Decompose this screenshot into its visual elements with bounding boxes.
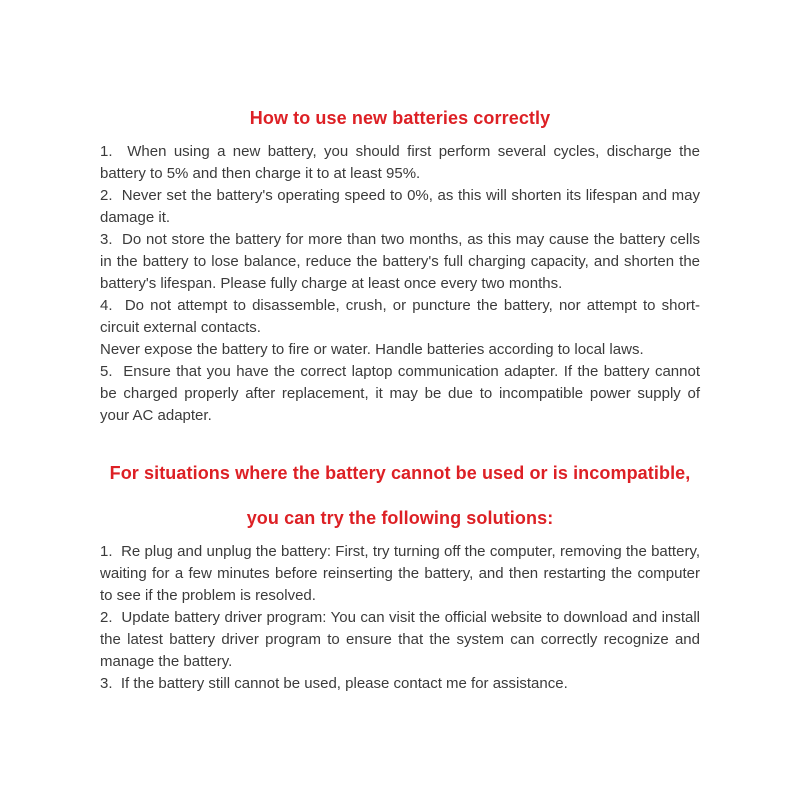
section2-heading-line2: you can try the following solutions: bbox=[246, 508, 554, 528]
instruction-item: 4. Do not attempt to disassemble, crush, or puncture the battery, nor attempt to short-circuit external contacts. bbox=[100, 297, 700, 336]
instruction-item: 5. Ensure that you have the correct laptop communication adapter. If the battery cannot be charged properly after replacement, it may be due to incompatible power supply of your AC adapter. bbox=[100, 363, 700, 424]
solution-item: 2. Update battery driver program: You can visit the official website to download and install the latest battery driver program to ensure that the system can correctly recognize and manage the battery. bbox=[100, 609, 700, 670]
section1-heading: How to use new batteries correctly bbox=[249, 108, 551, 128]
solution-item: 1. Re plug and unplug the battery: First, try turning off the computer, removing the battery, waiting for a few minutes before reinserting the battery, and then restarting the computer to see if the problem is resolved. bbox=[100, 543, 700, 604]
section2-heading-line1: For situations where the battery cannot be used or is incompatible, bbox=[109, 463, 691, 483]
instruction-item: 2. Never set the battery's operating speed to 0%, as this will shorten its lifespan and may damage it. bbox=[100, 187, 700, 226]
section1-instructions bbox=[100, 141, 700, 427]
instruction-item: 1. When using a new battery, you should first perform several cycles, discharge the battery to 5% and then charge it to at least 95%. bbox=[100, 143, 700, 182]
solution-item: 3. If the battery still cannot be used, please contact me for assistance. bbox=[100, 675, 568, 692]
instruction-item: 3. Do not store the battery for more than two months, as this may cause the battery cells in the battery to lose balance, reduce the battery's full charging capacity, and shorten the battery's lifespan. Please fully charge at least once every two months. bbox=[100, 231, 700, 292]
instruction-item: Never expose the battery to fire or water. Handle batteries according to local laws. bbox=[100, 341, 644, 358]
section2-solutions bbox=[100, 541, 700, 695]
